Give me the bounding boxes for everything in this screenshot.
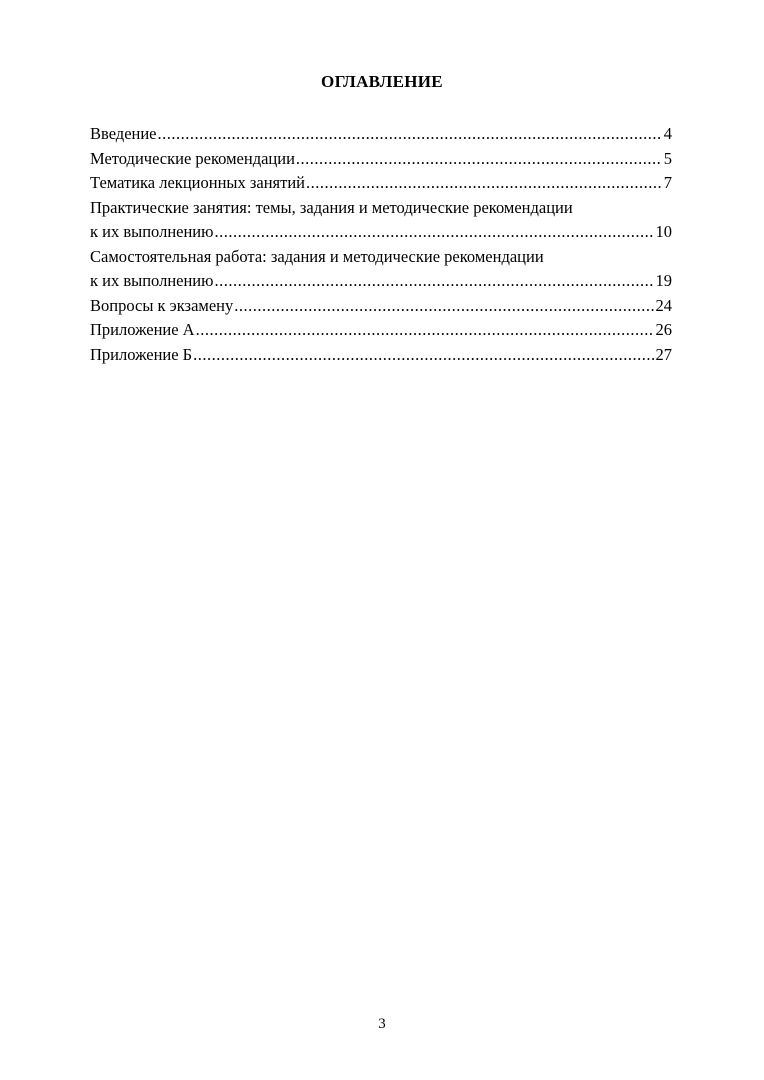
toc-entry-label: Тематика лекционных занятий <box>90 173 305 192</box>
dot-leader <box>214 220 653 245</box>
toc-entry-introduction[interactable] <box>90 122 672 147</box>
toc-entry-label: Приложение Б <box>90 344 193 364</box>
toc-entry-independent-work[interactable] <box>90 245 672 294</box>
dot-leader <box>196 318 654 343</box>
toc-entry-page: 24 <box>655 295 672 315</box>
toc-entry-lecture-topics[interactable] <box>90 171 672 196</box>
dot-leader <box>296 147 662 172</box>
toc-entry-page: 4 <box>663 124 672 143</box>
toc-title: ОГЛАВЛЕНИЕ <box>321 72 443 91</box>
toc-entry-label-line-2: к их выполнению <box>90 271 214 290</box>
toc-entry-methodical-recommendations[interactable] <box>90 147 672 172</box>
toc-entry-label-line-1: Практические занятия: темы, задания и методические рекомендации <box>90 197 573 217</box>
toc-entry-appendix-b[interactable] <box>90 343 672 368</box>
dot-leader <box>234 294 653 319</box>
dot-leader <box>214 269 653 294</box>
toc-entry-label: Методические рекомендации <box>90 148 295 168</box>
toc-entry-page: 19 <box>655 271 672 290</box>
toc-entry-practical-classes[interactable] <box>90 196 672 245</box>
toc-entry-appendix-a[interactable] <box>90 318 672 343</box>
dot-leader <box>306 171 662 196</box>
toc-entry-label: Введение <box>90 124 157 143</box>
page-number: 3 <box>378 1016 386 1032</box>
toc-entry-page: 27 <box>655 344 672 364</box>
toc-entry-page: 5 <box>663 148 672 168</box>
toc-entry-page: 7 <box>663 173 672 192</box>
toc-entry-label-line-1: Самостоятельная работа: задания и методические рекомендации <box>90 246 544 266</box>
toc-entry-label: Приложение А <box>90 320 195 339</box>
toc-entry-page: 26 <box>655 320 672 339</box>
toc-entry-exam-questions[interactable] <box>90 294 672 319</box>
dot-leader <box>158 122 662 147</box>
dot-leader <box>193 343 653 368</box>
table-of-contents <box>90 122 672 367</box>
toc-entry-label: Вопросы к экзамену <box>90 295 234 315</box>
toc-entry-page: 10 <box>655 222 672 241</box>
toc-entry-label-line-2: к их выполнению <box>90 222 214 241</box>
